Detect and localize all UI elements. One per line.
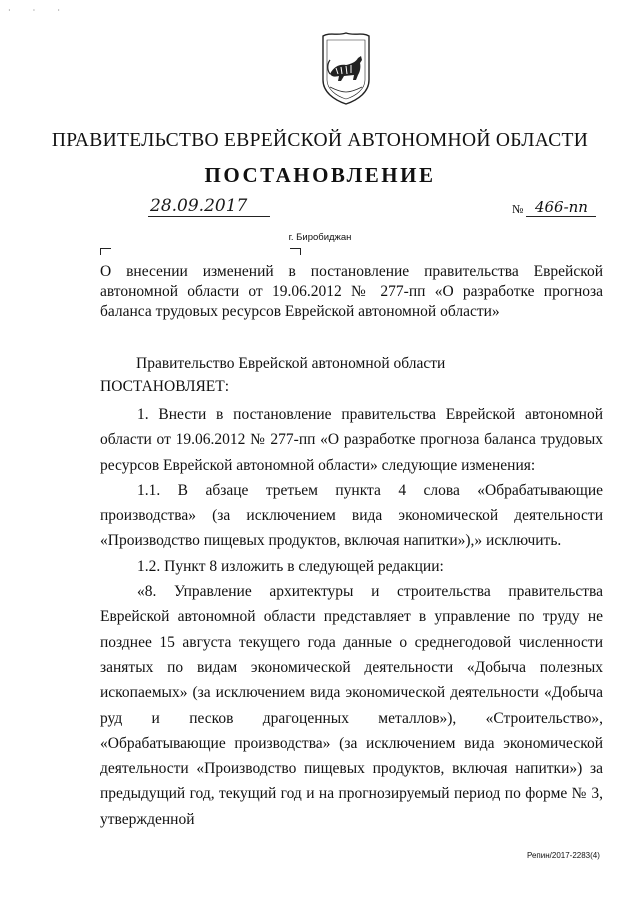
number-value: 466-пп — [526, 198, 596, 217]
issuer-line: Правительство Еврейской автономной области — [136, 355, 446, 372]
paragraph-1-2: 1.2. Пункт 8 изложить в следующей редакции: — [137, 557, 444, 575]
subject-bracket-left — [100, 248, 111, 255]
document-body — [100, 402, 603, 832]
document-date: 28.09.2017 — [148, 196, 270, 217]
coat-of-arms-tiger-icon — [320, 30, 372, 106]
city-name: г. Биробиджан — [288, 232, 352, 243]
decree-word: ПОСТАНОВЛЯЕТ: — [100, 378, 230, 395]
subject-bracket-right — [290, 248, 301, 255]
paragraph-1: 1. Внести в постановление правительства Еврейской автономной области от 19.06.2012 № 277-пп «О разработке прогноза баланса трудовых ресурсов Еврейской автономной области» следующие изменения: — [100, 406, 603, 474]
scan-marks: · · · — [8, 6, 70, 15]
footer-registration-code: Репин/2017-2283(4) — [527, 851, 600, 860]
government-title: ПРАВИТЕЛЬСТВО ЕВРЕЙСКОЙ АВТОНОМНОЙ ОБЛАСТИ — [51, 130, 589, 151]
paragraph-1-1: 1.1. В абзаце третьем пункта 4 слова «Обрабатывающие производства» (за исключением вида экономической деятельности «Производство пищевых продуктов, включая напитки»),» исключить. — [100, 481, 603, 550]
number-label: № — [512, 202, 524, 216]
document-type-heading: ПОСТАНОВЛЕНИЕ — [204, 163, 436, 187]
document-number — [512, 198, 596, 217]
document-subject: О внесении изменений в постановление правительства Еврейской автономной области от 19.06.2012 № 277-пп «О разработке прогноза баланса трудовых ресурсов Еврейской автономной области» — [100, 263, 603, 320]
paragraph-8-quote: «8. Управление архитектуры и строительства правительства Еврейской автономной области представляет в управление по труду не позднее 15 августа текущего года данные о среднегодовой численности занятых по видам экономической деятельности «Добыча полезных ископаемых» (за исключением вида экономической деятельности «Добыча руд и песков драгоценных металлов»), «Строительство», «Обрабатывающие производства» (за исключением вида экономической деятельности «Производство пищевых продуктов, включая напитки») за предыдущий год, текущий год и на прогнозируемый период по форме № 3, утвержденной — [100, 583, 603, 828]
